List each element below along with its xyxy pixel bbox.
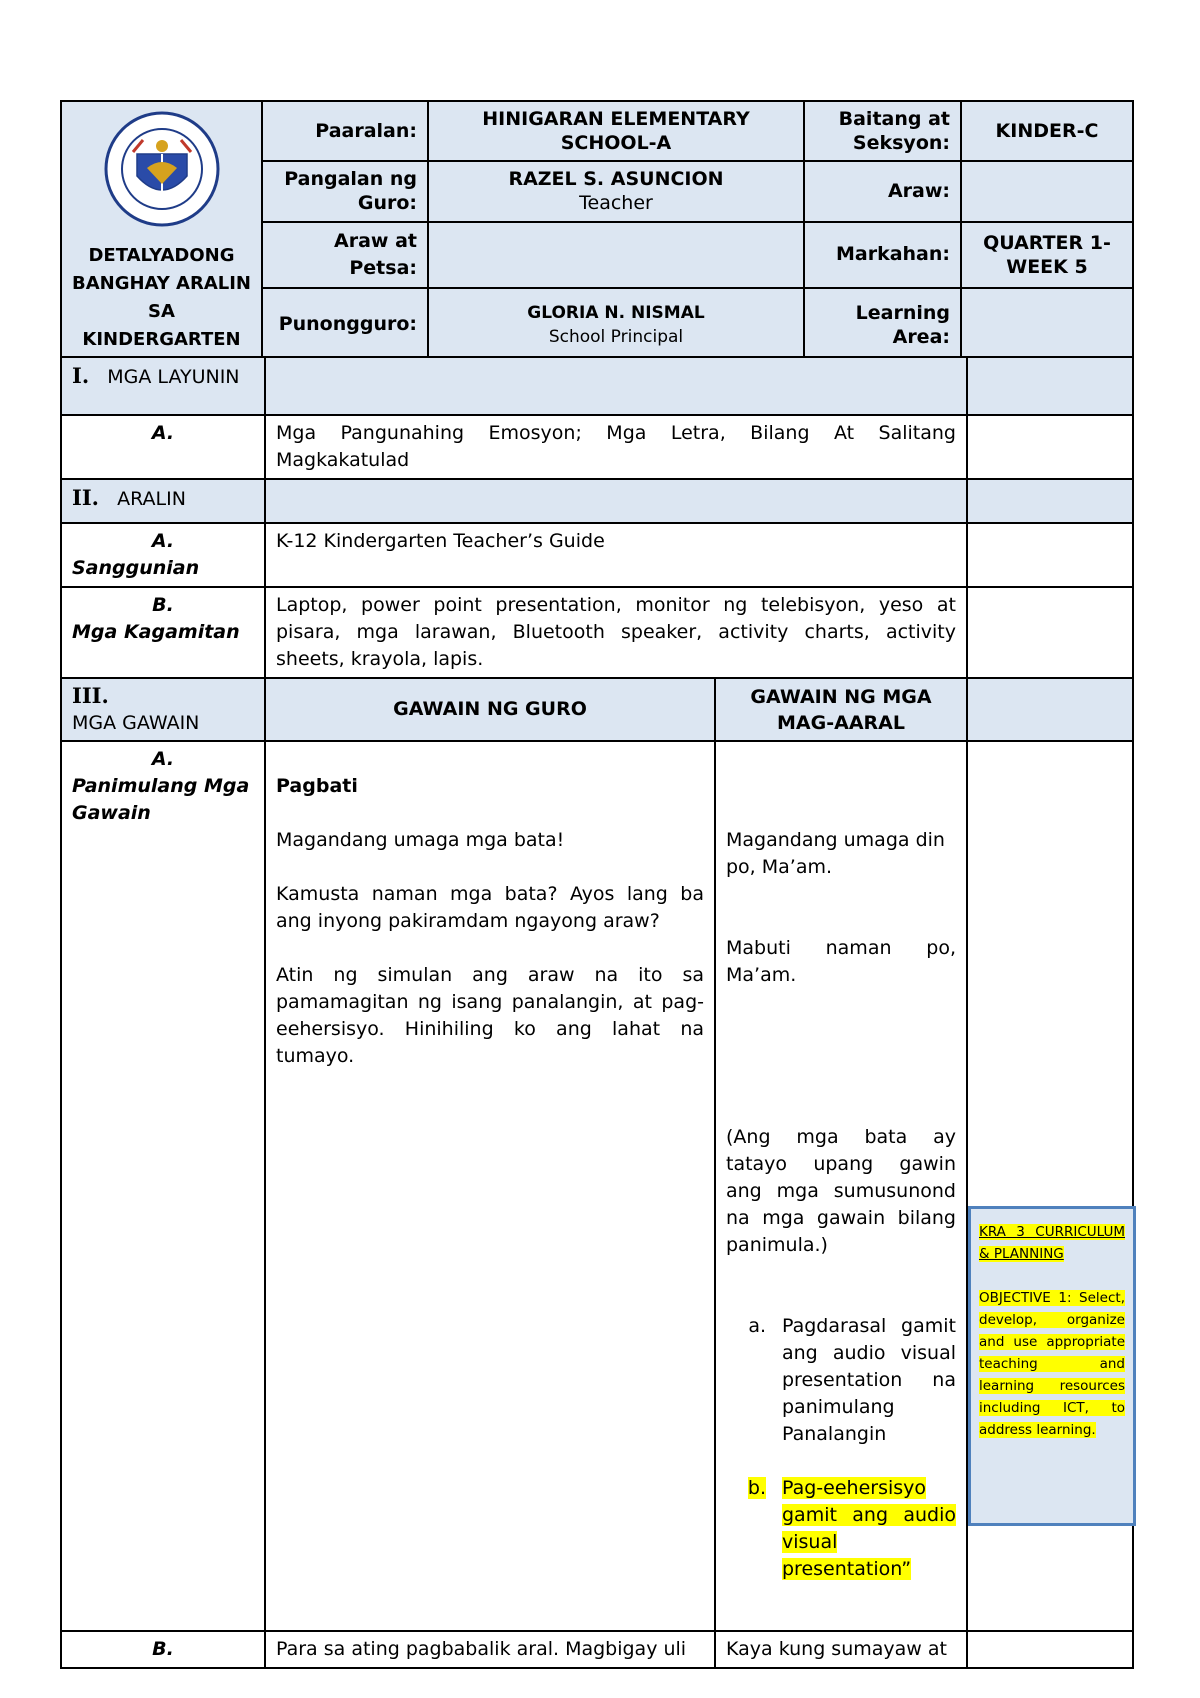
section-1-heading: I. MGA LAYUNIN bbox=[61, 357, 265, 415]
learning-area-label: Learning Area: bbox=[804, 288, 961, 361]
markahan-value: QUARTER 1- WEEK 5 bbox=[961, 222, 1133, 289]
guro-cell bbox=[428, 161, 804, 221]
header-table bbox=[60, 100, 1134, 362]
activity-list bbox=[726, 1313, 956, 1583]
section-3-heading bbox=[61, 678, 265, 741]
punongguro-role: School Principal bbox=[548, 326, 684, 347]
araw-label: Araw: bbox=[804, 161, 961, 221]
sec2-b-side bbox=[967, 587, 1133, 678]
section-3-num: III. bbox=[72, 683, 109, 708]
guro-role: Teacher bbox=[579, 192, 653, 215]
sec2-b-text: Laptop, power point presentation, monitor ng telebisyon, yeso at pisara, mga larawan, Bluetooth speaker, activity charts, activity sheets, krayola, lapis. bbox=[265, 587, 967, 678]
sec3-b-label: B. bbox=[61, 1631, 265, 1668]
mag-p1: Magandang umaga din po, Ma’am. bbox=[726, 829, 945, 878]
sec2-a-sub: Sanggunian bbox=[72, 557, 200, 579]
doc-title-cell bbox=[61, 101, 262, 361]
sec2-a-text: K-12 Kindergarten Teacher’s Guide bbox=[265, 523, 967, 587]
sec3-a-sub: Panimulang Mga Gawain bbox=[72, 775, 250, 824]
activity-item-a bbox=[726, 1313, 956, 1448]
paaralan-value: HINIGARAN ELEMENTARY SCHOOL-A bbox=[428, 101, 804, 161]
guro-name: RAZEL S. ASUNCION bbox=[508, 168, 724, 191]
section-3-title: MGA GAWAIN bbox=[72, 712, 200, 734]
section-1-blank bbox=[265, 357, 967, 415]
markahan-label: Markahan: bbox=[804, 222, 961, 289]
doc-title: DETALYADONG BANGHAY ARALIN SA KINDERGARTEN bbox=[71, 245, 251, 350]
sec3-b-mag: Kaya kung sumayaw at bbox=[715, 1631, 967, 1668]
activity-item-b bbox=[726, 1475, 956, 1583]
sec2-a-side bbox=[967, 523, 1133, 587]
paaralan-label: Paaralan: bbox=[262, 101, 428, 161]
section-2-blank bbox=[265, 479, 967, 523]
guro-p1: Magandang umaga mga bata! bbox=[276, 829, 565, 851]
sec1-a-side bbox=[967, 415, 1133, 479]
col-mag-aaral-header: GAWAIN NG MGA MAG-AARAL bbox=[715, 678, 967, 741]
mag-p2: Mabuti naman po, Ma’am. bbox=[726, 937, 956, 986]
guro-p2: Kamusta naman mga bata? Ayos lang ba ang inyong pakiramdam ngayong araw? bbox=[276, 883, 704, 932]
sec3-a-label: A. bbox=[151, 748, 175, 770]
activity-b-marker: b. bbox=[747, 1477, 766, 1499]
sec2-a-cell bbox=[61, 523, 265, 587]
sec2-b-label: B. bbox=[152, 594, 174, 616]
learning-area-value bbox=[961, 288, 1133, 361]
punongguro-cell bbox=[428, 288, 804, 361]
sec3-a-cell bbox=[61, 741, 265, 1631]
col-guro-header: GAWAIN NG GURO bbox=[265, 678, 715, 741]
guro-label: Pangalan ng Guro: bbox=[262, 161, 428, 221]
activity-a-marker: a. bbox=[748, 1315, 766, 1337]
sec3-b-side bbox=[967, 1631, 1133, 1668]
sec1-a-text: Mga Pangunahing Emosyon; Mga Letra, Bilang At Salitang Magkakatulad bbox=[265, 415, 967, 479]
sec3-b-guro: Para sa ating pagbabalik aral. Magbigay uli bbox=[265, 1631, 715, 1668]
activity-a-text: Pagdarasal gamit ang audio visual presentation na panimulang Panalangin bbox=[782, 1315, 956, 1445]
guro-p3: Atin ng simulan ang araw na ito sa pamamagitan ng isang panalangin, at pag-eehersisyo. Hinihiling ko ang lahat na tumayo. bbox=[276, 964, 704, 1067]
guro-heading: Pagbati bbox=[276, 775, 358, 797]
mag-p3: (Ang mga bata ay tatayo upang gawin ang mga sumusunond na mga gawain bilang panimula.) bbox=[726, 1126, 956, 1256]
kra-callout bbox=[968, 1206, 1136, 1526]
section-2-title: ARALIN bbox=[117, 488, 186, 510]
activity-b-text: Pag-eehersisyo gamit ang audio visual presentation” bbox=[782, 1477, 956, 1580]
sec2-a-label: A. bbox=[151, 530, 175, 552]
sec1-a-label: A. bbox=[61, 415, 265, 479]
petsa-label: Araw at Petsa: bbox=[262, 222, 428, 289]
araw-value bbox=[961, 161, 1133, 221]
petsa-value bbox=[428, 222, 804, 289]
section-2-heading: II. ARALIN bbox=[61, 479, 265, 523]
kra-objective: OBJECTIVE 1: Select, develop, organize and use appropriate teaching and learning resources including ICT, to address learning. bbox=[979, 1290, 1125, 1438]
section-1-side bbox=[967, 357, 1133, 415]
section-3-side bbox=[967, 678, 1133, 741]
guro-activities bbox=[265, 741, 715, 1631]
mag-aaral-activities bbox=[715, 741, 967, 1631]
punongguro-name: GLORIA N. NISMAL bbox=[527, 302, 705, 323]
sec2-b-cell bbox=[61, 587, 265, 678]
kra-title: KRA 3 CURRICULUM & PLANNING bbox=[979, 1224, 1125, 1262]
deped-seal-icon bbox=[103, 110, 221, 228]
sec2-b-sub: Mga Kagamitan bbox=[72, 621, 240, 643]
baitang-value: KINDER-C bbox=[961, 101, 1133, 161]
section-2-side bbox=[967, 479, 1133, 523]
section-1-title: MGA LAYUNIN bbox=[107, 366, 240, 388]
punongguro-label: Punongguro: bbox=[262, 288, 428, 361]
baitang-label: Baitang at Seksyon: bbox=[804, 101, 961, 161]
